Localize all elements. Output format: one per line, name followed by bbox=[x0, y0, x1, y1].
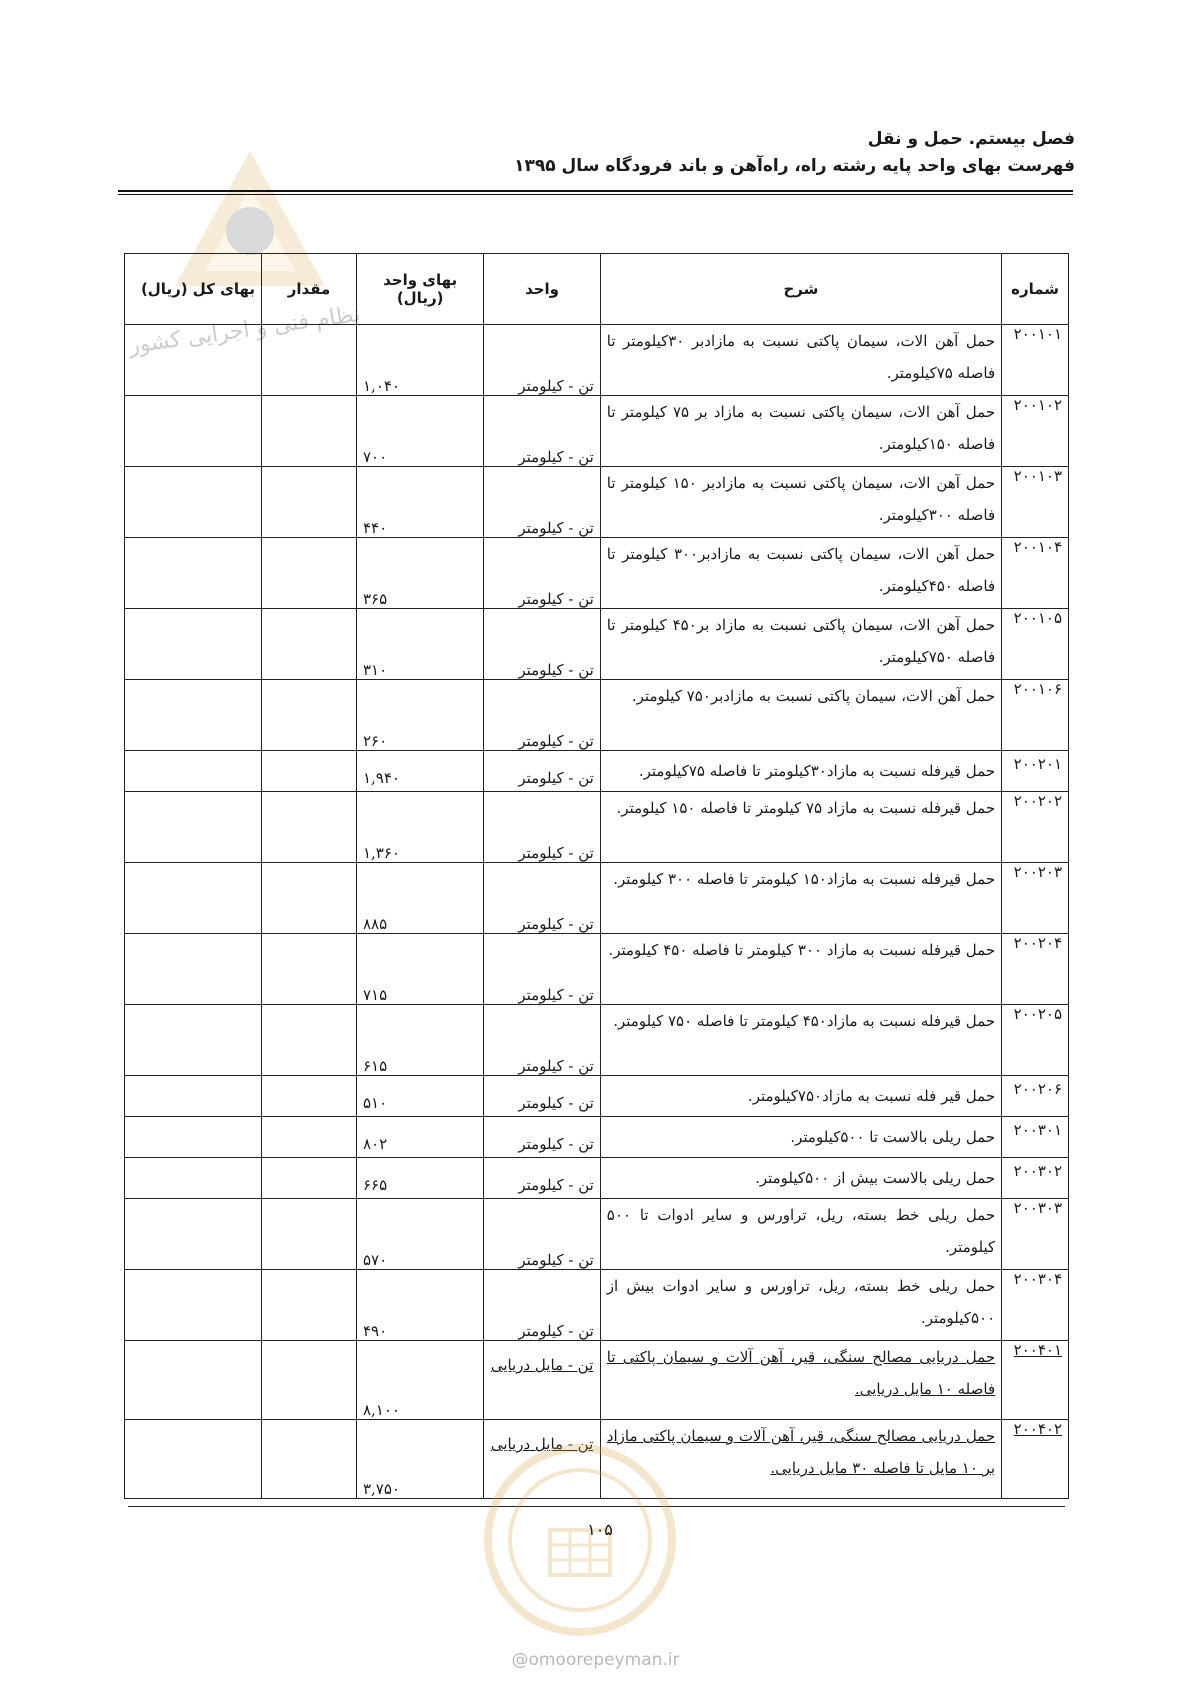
item-description: حمل ریلی بالاست تا ۵۰۰کیلومتر. bbox=[600, 1117, 1001, 1158]
item-total-cell bbox=[125, 609, 262, 680]
item-number: ۲۰۰۱۰۴ bbox=[1002, 538, 1069, 609]
column-header-unit: واحد bbox=[484, 254, 601, 325]
price-list-table bbox=[124, 253, 1069, 1499]
item-number: ۲۰۰۱۰۱ bbox=[1002, 325, 1069, 396]
item-unit: تن - کیلومتر bbox=[484, 934, 601, 1005]
header-rule bbox=[118, 190, 1073, 192]
item-total-cell bbox=[125, 680, 262, 751]
item-description: حمل آهن الات، سیمان پاکتی نسبت به مازاد بر ۷۵ کیلومتر تا فاصله ۱۵۰کیلومتر. bbox=[600, 396, 1001, 467]
item-unit-price: ۲۶۰ bbox=[356, 680, 483, 751]
table-row bbox=[125, 1158, 1069, 1199]
item-quantity-cell bbox=[262, 1341, 357, 1420]
item-number: ۲۰۰۲۰۲ bbox=[1002, 792, 1069, 863]
item-quantity-cell bbox=[262, 1158, 357, 1199]
item-description: حمل آهن الات، سیمان پاکتی نسبت به مازادبر ۱۵۰ کیلومتر تا فاصله ۳۰۰کیلومتر. bbox=[600, 467, 1001, 538]
item-description: حمل ریلی خط بسته، ریل، تراورس و سایر ادوات بیش از ۵۰۰کیلومتر. bbox=[600, 1270, 1001, 1341]
table-row bbox=[125, 1270, 1069, 1341]
item-description: حمل دریایی مصالح سنگی، قیر، آهن آلات و سیمان پاکتی تا فاصله ۱۰ مایل دریایی. bbox=[600, 1341, 1001, 1420]
item-description: حمل قیرفله نسبت به مازاد۱۵۰ کیلومتر تا فاصله ۳۰۰ کیلومتر. bbox=[600, 863, 1001, 934]
item-number: ۲۰۰۲۰۳ bbox=[1002, 863, 1069, 934]
item-total-cell bbox=[125, 1199, 262, 1270]
item-number: ۲۰۰۳۰۴ bbox=[1002, 1270, 1069, 1341]
item-number: ۲۰۰۱۰۲ bbox=[1002, 396, 1069, 467]
item-unit: تن - کیلومتر bbox=[484, 863, 601, 934]
item-unit-price: ۳,۷۵۰ bbox=[356, 1420, 483, 1499]
item-unit-price: ۴۴۰ bbox=[356, 467, 483, 538]
item-number: ۲۰۰۱۰۶ bbox=[1002, 680, 1069, 751]
item-total-cell bbox=[125, 1076, 262, 1117]
item-unit-price: ۸۸۵ bbox=[356, 863, 483, 934]
table-row bbox=[125, 751, 1069, 792]
item-unit: تن - کیلومتر bbox=[484, 538, 601, 609]
item-total-cell bbox=[125, 1158, 262, 1199]
item-number: ۲۰۰۲۰۱ bbox=[1002, 751, 1069, 792]
table-row bbox=[125, 792, 1069, 863]
item-quantity-cell bbox=[262, 934, 357, 1005]
item-unit: تن - کیلومتر bbox=[484, 467, 601, 538]
item-unit-price: ۳۶۵ bbox=[356, 538, 483, 609]
column-header-description: شرح bbox=[600, 254, 1001, 325]
item-quantity-cell bbox=[262, 863, 357, 934]
header-rule-thin bbox=[118, 194, 1073, 195]
item-number: ۲۰۰۴۰۲ bbox=[1002, 1420, 1069, 1499]
item-unit: تن - کیلومتر bbox=[484, 1005, 601, 1076]
item-unit-price: ۴۹۰ bbox=[356, 1270, 483, 1341]
table-row bbox=[125, 1076, 1069, 1117]
table-row bbox=[125, 396, 1069, 467]
item-number: ۲۰۰۳۰۲ bbox=[1002, 1158, 1069, 1199]
item-unit: تن - کیلومتر bbox=[484, 792, 601, 863]
item-quantity-cell bbox=[262, 792, 357, 863]
item-total-cell bbox=[125, 934, 262, 1005]
item-unit: تن - کیلومتر bbox=[484, 609, 601, 680]
item-unit: تن - کیلومتر bbox=[484, 325, 601, 396]
column-header-unit-price: بهای واحد (ریال) bbox=[356, 254, 483, 325]
item-unit-price: ۱,۳۶۰ bbox=[356, 792, 483, 863]
item-number: ۲۰۰۲۰۴ bbox=[1002, 934, 1069, 1005]
column-header-number: شماره bbox=[1002, 254, 1069, 325]
item-description: حمل قیرفله نسبت به مازاد۳۰کیلومتر تا فاصله ۷۵کیلومتر. bbox=[600, 751, 1001, 792]
item-unit: تن - مایل دریایی bbox=[484, 1420, 601, 1499]
page-header bbox=[514, 126, 1075, 180]
item-total-cell bbox=[125, 792, 262, 863]
item-number: ۲۰۰۱۰۵ bbox=[1002, 609, 1069, 680]
item-description: حمل دریایی مصالح سنگی، قیر، آهن آلات و سیمان پاکتی مازاد بر ۱۰ مایل تا فاصله ۳۰ مایل دریایی. bbox=[600, 1420, 1001, 1499]
item-quantity-cell bbox=[262, 751, 357, 792]
item-unit: تن - کیلومتر bbox=[484, 1117, 601, 1158]
item-unit: تن - کیلومتر bbox=[484, 1199, 601, 1270]
table-row bbox=[125, 609, 1069, 680]
table-row bbox=[125, 1199, 1069, 1270]
item-number: ۲۰۰۲۰۵ bbox=[1002, 1005, 1069, 1076]
item-unit: تن - مایل دریایی bbox=[484, 1341, 601, 1420]
table-row bbox=[125, 538, 1069, 609]
item-description: حمل ریلی خط بسته، ریل، تراورس و سایر ادوات تا ۵۰۰ کیلومتر. bbox=[600, 1199, 1001, 1270]
site-watermark: @omoorepeyman.ir bbox=[511, 1650, 680, 1670]
table-row bbox=[125, 1341, 1069, 1420]
item-unit-price: ۶۶۵ bbox=[356, 1158, 483, 1199]
table-row bbox=[125, 680, 1069, 751]
item-quantity-cell bbox=[262, 1005, 357, 1076]
item-total-cell bbox=[125, 1270, 262, 1341]
item-number: ۲۰۰۳۰۳ bbox=[1002, 1199, 1069, 1270]
column-header-total: بهای کل (ریال) bbox=[125, 254, 262, 325]
item-quantity-cell bbox=[262, 1076, 357, 1117]
item-total-cell bbox=[125, 467, 262, 538]
table-row bbox=[125, 863, 1069, 934]
item-unit-price: ۱,۹۴۰ bbox=[356, 751, 483, 792]
item-number: ۲۰۰۴۰۱ bbox=[1002, 1341, 1069, 1420]
item-unit-price: ۶۱۵ bbox=[356, 1005, 483, 1076]
item-unit-price: ۸,۱۰۰ bbox=[356, 1341, 483, 1420]
seal-watermark bbox=[480, 1440, 680, 1640]
item-total-cell bbox=[125, 1341, 262, 1420]
item-unit-price: ۳۱۰ bbox=[356, 609, 483, 680]
chapter-title: فصل بیستم. حمل و نقل bbox=[867, 129, 1075, 149]
item-quantity-cell bbox=[262, 1199, 357, 1270]
table-header-row bbox=[125, 254, 1069, 325]
item-total-cell bbox=[125, 1117, 262, 1158]
item-quantity-cell bbox=[262, 396, 357, 467]
item-total-cell bbox=[125, 1420, 262, 1499]
item-total-cell bbox=[125, 751, 262, 792]
list-subtitle: فهرست بهای واحد پایه رشته راه، راه‌آهن و باند فرودگاه سال ۱۳۹۵ bbox=[514, 156, 1075, 176]
item-unit-price: ۸۰۲ bbox=[356, 1117, 483, 1158]
item-description: حمل قیرفله نسبت به مازاد ۳۰۰ کیلومتر تا فاصله ۴۵۰ کیلومتر. bbox=[600, 934, 1001, 1005]
item-unit: تن - کیلومتر bbox=[484, 1158, 601, 1199]
item-description: حمل آهن الات، سیمان پاکتی نسبت به مازادبر ۳۰کیلومتر تا فاصله ۷۵کیلومتر. bbox=[600, 325, 1001, 396]
column-header-quantity: مقدار bbox=[262, 254, 357, 325]
item-total-cell bbox=[125, 1005, 262, 1076]
item-number: ۲۰۰۳۰۱ bbox=[1002, 1117, 1069, 1158]
item-quantity-cell bbox=[262, 1420, 357, 1499]
item-total-cell bbox=[125, 538, 262, 609]
table-row bbox=[125, 467, 1069, 538]
item-unit: تن - کیلومتر bbox=[484, 1076, 601, 1117]
item-quantity-cell bbox=[262, 538, 357, 609]
item-description: حمل قیرفله نسبت به مازاد۴۵۰ کیلومتر تا فاصله ۷۵۰ کیلومتر. bbox=[600, 1005, 1001, 1076]
item-quantity-cell bbox=[262, 680, 357, 751]
item-quantity-cell bbox=[262, 609, 357, 680]
item-unit: تن - کیلومتر bbox=[484, 396, 601, 467]
item-unit-price: ۱,۰۴۰ bbox=[356, 325, 483, 396]
item-quantity-cell bbox=[262, 467, 357, 538]
item-description: حمل آهن الات، سیمان پاکتی نسبت به مازاد بر۴۵۰ کیلومتر تا فاصله ۷۵۰کیلومتر. bbox=[600, 609, 1001, 680]
table-row bbox=[125, 1005, 1069, 1076]
page-number: ۱۰۵ bbox=[587, 1520, 613, 1539]
item-unit: تن - کیلومتر bbox=[484, 1270, 601, 1341]
item-quantity-cell bbox=[262, 1270, 357, 1341]
item-number: ۲۰۰۲۰۶ bbox=[1002, 1076, 1069, 1117]
item-total-cell bbox=[125, 396, 262, 467]
item-unit: تن - کیلومتر bbox=[484, 680, 601, 751]
item-description: حمل ریلی بالاست بیش از ۵۰۰کیلومتر. bbox=[600, 1158, 1001, 1199]
item-total-cell bbox=[125, 325, 262, 396]
item-unit-price: ۵۱۰ bbox=[356, 1076, 483, 1117]
item-quantity-cell bbox=[262, 325, 357, 396]
item-unit-price: ۵۷۰ bbox=[356, 1199, 483, 1270]
item-unit-price: ۷۰۰ bbox=[356, 396, 483, 467]
item-description: حمل قیر فله نسبت به مازاد۷۵۰کیلومتر. bbox=[600, 1076, 1001, 1117]
item-description: حمل قیرفله نسبت به مازاد ۷۵ کیلومتر تا فاصله ۱۵۰ کیلومتر. bbox=[600, 792, 1001, 863]
table-row bbox=[125, 1117, 1069, 1158]
watermark-text: نظام فنی و اجرایی کشور bbox=[127, 301, 362, 360]
item-description: حمل آهن الات، سیمان پاکتی نسبت به مازادبر۷۵۰ کیلومتر. bbox=[600, 680, 1001, 751]
item-total-cell bbox=[125, 863, 262, 934]
item-unit-price: ۷۱۵ bbox=[356, 934, 483, 1005]
item-description: حمل آهن الات، سیمان پاکتی نسبت به مازادبر۳۰۰ کیلومتر تا فاصله ۴۵۰کیلومتر. bbox=[600, 538, 1001, 609]
item-number: ۲۰۰۱۰۳ bbox=[1002, 467, 1069, 538]
table-row bbox=[125, 325, 1069, 396]
item-unit: تن - کیلومتر bbox=[484, 751, 601, 792]
table-row bbox=[125, 934, 1069, 1005]
item-quantity-cell bbox=[262, 1117, 357, 1158]
